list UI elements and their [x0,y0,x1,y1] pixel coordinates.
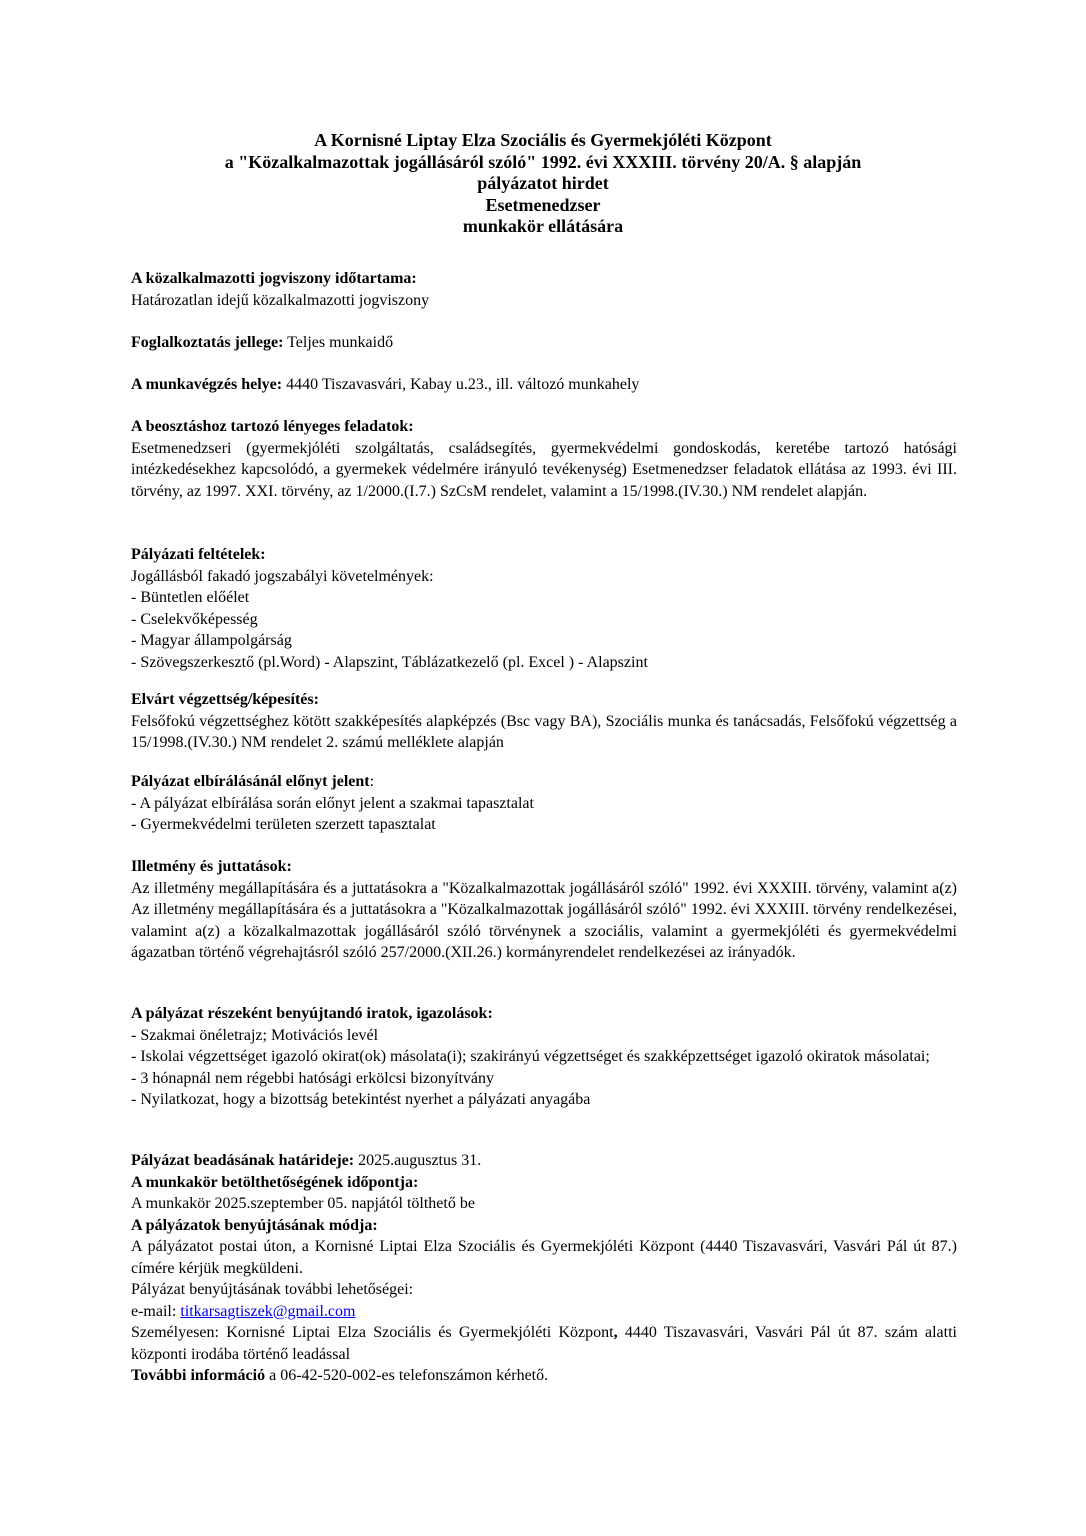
advantage-heading: Pályázat elbírálásánál előnyt jelent [131,773,370,790]
list-item: - Gyermekvédelmi területen szerzett tapasztalat [131,816,436,833]
deadline-label: Pályázat beadásának határideje: [131,1152,355,1169]
document-title [0,130,1086,238]
workplace-label: A munkavégzés helye: [131,376,283,393]
advantage-colon: : [369,773,375,790]
submission-heading: A pályázatok benyújtásának módja: [131,1216,378,1234]
tasks-section [131,416,957,502]
deadline-value: 2025.augusztus 31. [354,1152,482,1169]
info-value: a 06-42-520-002-es telefonszámon kérhető. [265,1367,549,1384]
duration-section [131,268,957,311]
list-item: - 3 hónapnál nem régebbi hatósági erkölcsi bizonyítvány [131,1069,495,1087]
submission-text: A pályázatot postai úton, a Kornisné Liptai Elza Szociális és Gyermekjóléti Központ (4440 Tiszavasvári, Vasvári Pál út 87.) címére kérjük megküldeni. [131,1238,957,1277]
tasks-heading: A beosztáshoz tartozó lényeges feladatok: [131,418,414,435]
title-line-duty: munkakör ellátására [462,216,624,236]
employment-value: Teljes munkaidő [283,334,394,351]
conditions-intro: Jogállásból fakadó jogszabályi követelmények: [131,567,434,585]
conditions-section [131,544,957,673]
list-item: - Magyar állampolgárság [131,632,292,649]
education-section [131,689,957,754]
list-item: - Szakmai önéletrajz; Motivációs levél [131,1026,379,1044]
email-link[interactable]: titkarsagtiszek@gmail.com [180,1302,356,1320]
conditions-heading: Pályázati feltételek: [131,546,266,563]
education-heading: Elvárt végzettség/képesítés: [131,691,319,708]
email-label: e-mail: [131,1302,181,1320]
list-item: - Szövegszerkesztő (pl.Word) - Alapszint, Táblázatkezelő (pl. Excel ) - Alapszint [131,653,648,671]
title-line-announcement: pályázatot hirdet [477,173,609,193]
start-heading: A munkakör betölthetőségének időpontja: [131,1173,419,1191]
employment-label: Foglalkoztatás jellege: [131,334,284,351]
documents-heading: A pályázat részeként benyújtandó iratok, igazolások: [131,1005,493,1022]
tasks-text: Esetmenedzseri (gyermekjóléti szolgáltatás, családsegítés, gyermekvédelmi gondoskodás, keretébe tartozó hatósági intézkedésekhez kapcsolódó, a gyermekek védelmére irányuló tevékenység) Esetmenedzser feladatok ellátása az 1993. évi III. törvény, az 1997. XXI. törvény, az 1/2000.(I.7.) SzCsM rendelet, valamint a 15/1998.(IV.30.) NM rendelet alapján. [131,439,957,500]
workplace-value: 4440 Tiszavasvári, Kabay u.23., ill. változó munkahely [282,376,640,393]
list-item: - Nyilatkozat, hogy a bizottság betekintést nyerhet a pályázati anyagába [131,1091,591,1108]
title-line-position: Esetmenedzser [485,194,601,215]
salary-heading: Illetmény és juttatások: [131,858,292,875]
salary-section [131,856,957,964]
advantage-section [131,771,957,836]
list-item: - Cselekvőképesség [131,610,258,628]
salary-text: Az illetmény megállapítására és a juttatásokra a "Közalkalmazottak jogállásáról szóló" 1992. évi XXXIII. törvény, valamint a(z) Az illetmény megállapítására és a juttatásokra a "Közalkalmazottak jogállásáról szóló" 1992. évi XXXIII. törvény rendelkezései, valamint a(z) a közalkalmazottak jogállásáról szóló törvénynek a szociális, valamint a gyermekjóléti és gyermekvédelmi ágazatban történő végrehajtásról szóló 257/2000.(XII.26.) kormányrendelet rendelkezései az irányadók. [131,879,957,961]
list-item: - Büntetlen előélet [131,589,250,606]
list-item: - Iskolai végzettséget igazoló okirat(ok) másolata(i); szakirányú végzettséget és szakképzettséget igazoló okiratok másolatai; [131,1048,930,1065]
documents-section [131,1003,957,1111]
personal-submission: Személyesen: Kornisné Liptai Elza Szociális és Gyermekjóléti Központ, 4440 Tiszavasvári, Vasvári Pál út 87. szám alatti központi irodába történő leadással [131,1324,957,1363]
submission-more: Pályázat benyújtásának további lehetőségei: [131,1281,414,1298]
duration-text: Határozatlan idejű közalkalmazotti jogviszony [131,291,430,309]
title-line-institution: A Kornisné Liptay Elza Szociális és Gyermekjóléti Központ [314,130,772,150]
info-label: További információ [131,1367,266,1384]
list-item: - A pályázat elbírálása során előnyt jelent a szakmai tapasztalat [131,794,534,812]
education-text: Felsőfokú végzettséghez kötött szakképesítés alapképzés (Bsc vagy BA), Szociális munka és tanácsadás, Felsőfokú végzettség a 15/1998.(IV.30.) NM rendelet 2. számú melléklete alapján [131,712,957,751]
duration-heading: A közalkalmazotti jogviszony időtartama: [131,270,417,287]
workplace-section [131,374,957,396]
title-line-law: a "Közalkalmazottak jogállásáról szóló" 1992. évi XXXIII. törvény 20/A. § alapján [224,151,862,172]
start-text: A munkakör 2025.szeptember 05. napjától tölthető be [131,1195,475,1212]
submission-section [131,1150,957,1387]
employment-section [131,332,957,354]
